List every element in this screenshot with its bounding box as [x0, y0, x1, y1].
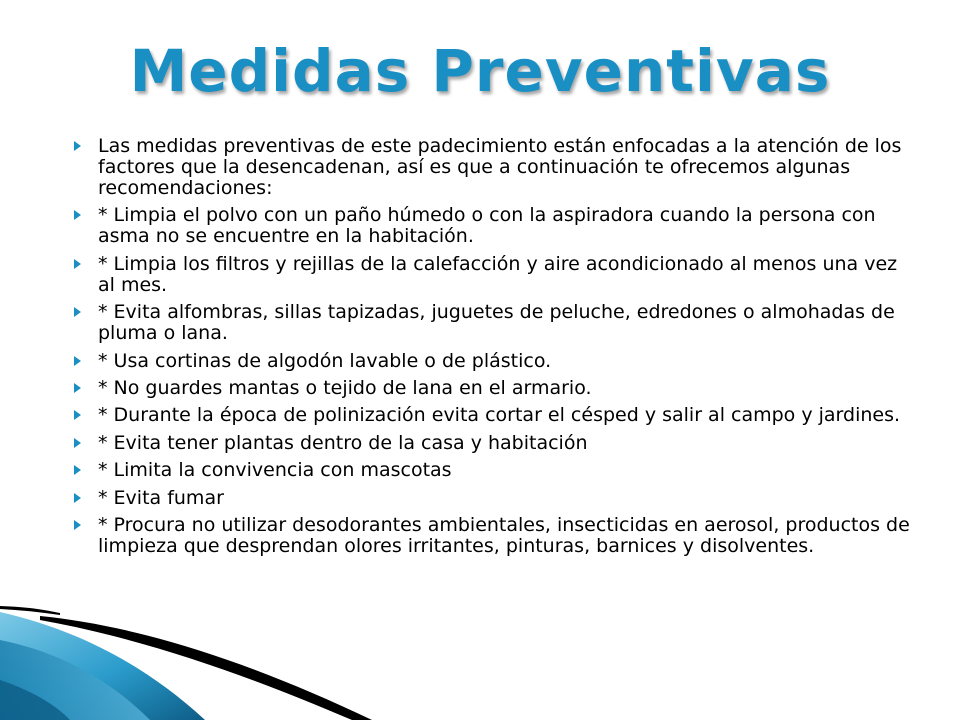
triangle-bullet-icon: [74, 520, 81, 530]
black-swoosh-thin: [0, 606, 60, 615]
bullet-item: [72, 433, 914, 454]
triangle-bullet-icon: [74, 465, 81, 475]
triangle-bullet-icon: [74, 410, 81, 420]
bullet-text: * Limpia los filtros y rejillas de la calefacción y aire acondicionado al menos una vez al mes.: [98, 252, 898, 296]
bullet-text: * Evita tener plantas dentro de la casa y habitación: [98, 431, 588, 454]
triangle-bullet-icon: [74, 259, 81, 269]
bullet-item: [72, 302, 914, 344]
bullet-list: [72, 136, 914, 563]
triangle-bullet-icon: [74, 493, 81, 503]
blue-wave-highlight: [0, 640, 150, 720]
bullet-item: [72, 488, 914, 509]
bullet-item: [72, 351, 914, 372]
bullet-item: [72, 460, 914, 481]
triangle-bullet-icon: [74, 438, 81, 448]
triangle-bullet-icon: [74, 210, 81, 220]
bullet-item: [72, 254, 914, 296]
triangle-bullet-icon: [74, 383, 81, 393]
slide-title: Medidas Preventivas: [129, 37, 831, 105]
triangle-bullet-icon: [74, 141, 81, 151]
blue-wave-shadow: [0, 680, 70, 720]
bullet-item: [72, 405, 914, 426]
bullet-text: * No guardes mantas o tejido de lana en el armario.: [98, 376, 592, 399]
black-swoosh: [40, 616, 372, 720]
bullet-text: * Evita alfombras, sillas tapizadas, juguetes de peluche, edredones o almohadas de pluma o lana.: [98, 301, 895, 345]
bullet-text: Las medidas preventivas de este padecimiento están enfocadas a la atención de los factores que la desencadenan, así es que a continuación te ofrecemos algunas recomendaciones:: [98, 135, 902, 199]
blue-wave-shape: [0, 612, 205, 720]
bullet-text: * Usa cortinas de algodón lavable o de plástico.: [98, 349, 552, 372]
bullet-text: * Durante la época de polinización evita cortar el césped y salir al campo y jardines.: [98, 404, 901, 427]
bullet-item: [72, 378, 914, 399]
bullet-text: * Limita la convivencia con mascotas: [98, 459, 452, 482]
bullet-item: [72, 515, 914, 557]
bullet-text: * Evita fumar: [98, 486, 224, 509]
triangle-bullet-icon: [74, 307, 81, 317]
bullet-item: [72, 205, 914, 247]
triangle-bullet-icon: [74, 356, 81, 366]
bullet-text: * Limpia el polvo con un paño húmedo o con la aspiradora cuando la persona con asma no se encuentre en la habitación.: [98, 204, 876, 248]
bullet-item: [72, 136, 914, 199]
bullet-text: * Procura no utilizar desodorantes ambientales, insecticidas en aerosol, productos de limpieza que desprendan olores irritantes, pinturas, barnices y disolventes.: [98, 513, 910, 557]
